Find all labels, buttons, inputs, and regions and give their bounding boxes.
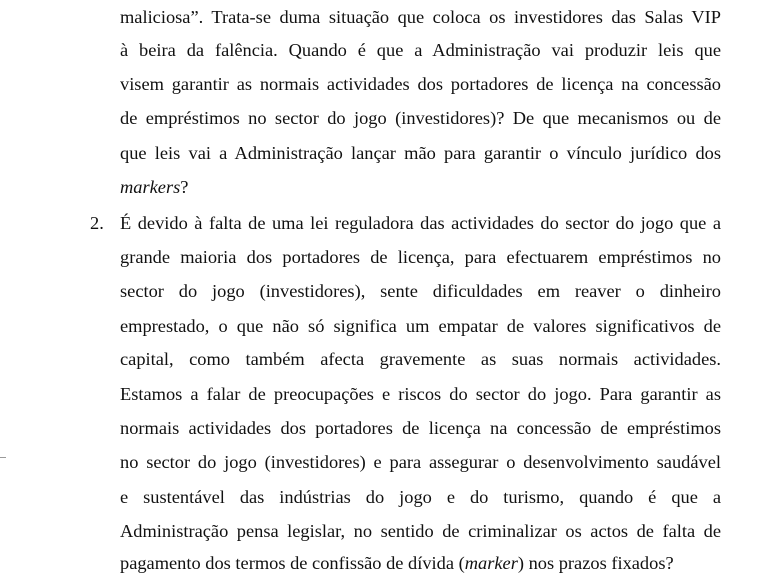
paragraph-line [120, 240, 721, 274]
paragraph-line [120, 136, 721, 170]
paragraph-line [120, 514, 721, 548]
paragraph-line [120, 445, 721, 479]
paragraph-line [120, 342, 721, 376]
text-run: que leis vai a Administração lançar mão para garantir o vínculo jurídico dos [120, 143, 721, 163]
paragraph-line [120, 274, 721, 308]
text-run: ? [180, 177, 189, 197]
paragraph-line [120, 0, 721, 34]
text-run: maliciosa”. Trata-se duma situação que coloca os investidores das Salas VIP [120, 7, 721, 27]
paragraph-line [120, 377, 721, 411]
text-run: Administração pensa legislar, no sentido de criminalizar os actos de falta de [120, 521, 721, 541]
text-run: e sustentável das indústrias do jogo e do turismo, quando é que a [120, 487, 721, 507]
text-run: normais actividades dos portadores de licença na concessão de empréstimos [120, 418, 721, 438]
text-run: emprestado, o que não só significa um empatar de valores significativos de [120, 316, 721, 336]
text-run: visem garantir as normais actividades dos portadores de licença na concessão [120, 74, 721, 94]
text-run: sector do jogo (investidores), sente dificuldades em reaver o dinheiro [120, 281, 721, 301]
paragraph-line [120, 67, 721, 101]
paragraph-line [120, 101, 721, 135]
list-item-number: 2. [90, 213, 104, 233]
italic-term: marker [464, 553, 518, 573]
text-run: à beira da falência. Quando é que a Administração vai produzir leis que [120, 40, 721, 60]
text-run: ) nos prazos fixados? [517, 553, 674, 573]
text-run: É devido à falta de uma lei reguladora das actividades do sector do jogo que a [120, 213, 721, 233]
text-run: no sector do jogo (investidores) e para assegurar o desenvolvimento saudável [120, 452, 721, 472]
paragraph-line [120, 206, 721, 240]
text-run: Estamos a falar de preocupações e riscos do sector do jogo. Para garantir as [120, 384, 721, 404]
text-run: capital, como também afecta gravemente as suas normais actividades. [120, 349, 721, 369]
paragraph-line [120, 480, 721, 514]
italic-term: markers [120, 177, 181, 197]
text-run: grande maioria dos portadores de licença, para efectuarem empréstimos no [120, 247, 721, 267]
paragraph-line [120, 170, 721, 204]
text-run: pagamento dos termos de confissão de dívida ( [120, 553, 465, 573]
margin-tick-mark [0, 457, 6, 458]
paragraph-line [120, 33, 721, 67]
text-run: de empréstimos no sector do jogo (investidores)? De que mecanismos ou de [120, 108, 721, 128]
paragraph-line [120, 546, 721, 580]
paragraph-line [120, 309, 721, 343]
paragraph-line [120, 411, 721, 445]
